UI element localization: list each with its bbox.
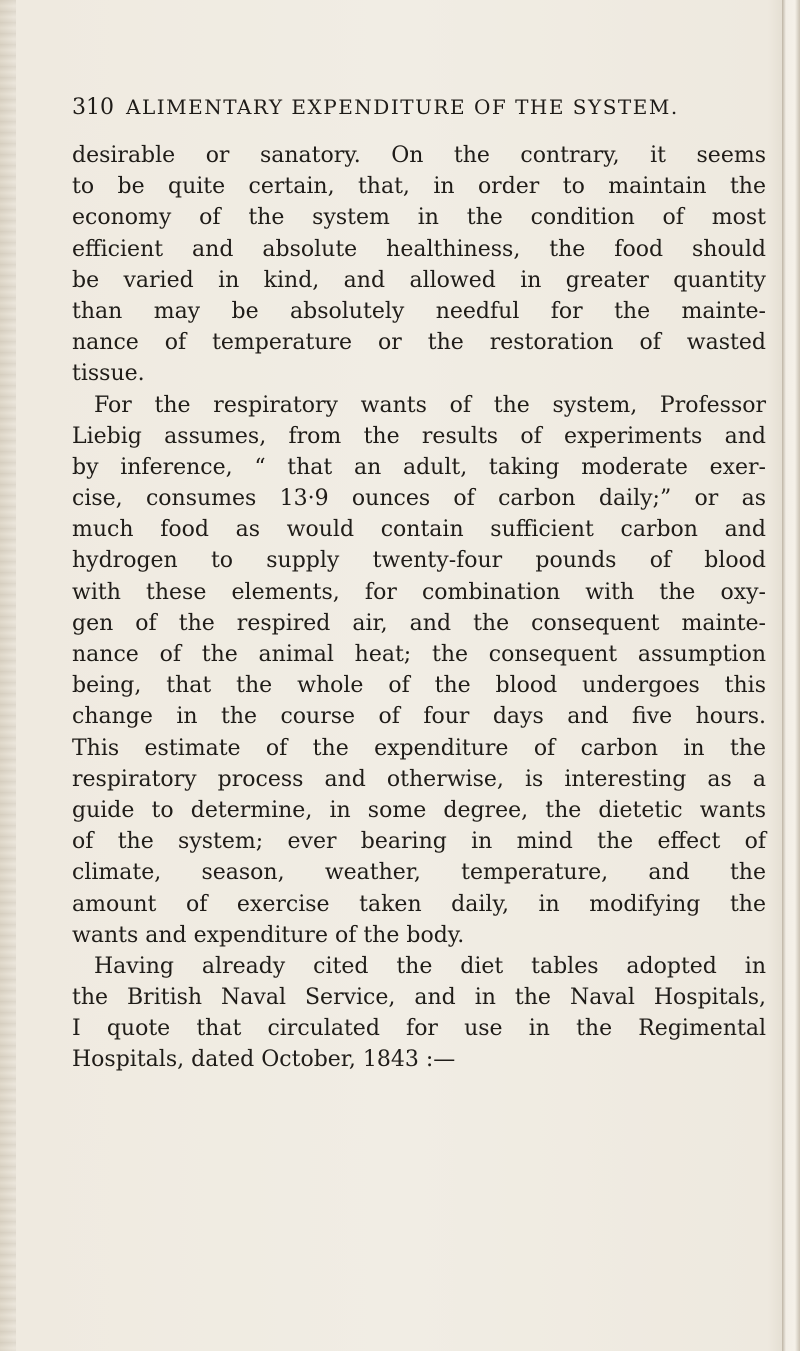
text-line: For the respiratory wants of the system, Professor (94, 392, 766, 418)
text-line: desirable or sanatory. On the contrary, it seems (72, 143, 766, 168)
text-line: economy of the system in the condition of most (72, 205, 766, 231)
running-title: ALIMENTARY EXPENDITURE OF THE SYSTEM. (126, 95, 679, 119)
running-header (72, 93, 762, 122)
text-line: wants and expenditure of the body. (72, 922, 465, 948)
text-line: much food as would contain sufficient carbon and (72, 517, 766, 543)
text-line: being, that the whole of the blood undergoes this (72, 673, 766, 699)
text-line: to be quite certain, that, in order to maintain the (72, 174, 766, 200)
text-line: tissue. (72, 361, 145, 387)
body-text (72, 140, 766, 1076)
text-line: cise, consumes 13·9 ounces of carbon daily;” or as (72, 486, 766, 512)
text-line: hydrogen to supply twenty-four pounds of blood (72, 548, 766, 574)
text-line: Hospitals, dated October, 1843 :— (72, 1047, 456, 1073)
text-line: nance of the animal heat; the consequent assumption (72, 642, 766, 667)
text-line: Having already cited the diet tables adopted in (94, 953, 766, 979)
text-line: I quote that circulated for use in the Regimental (72, 1016, 766, 1042)
text-line: amount of exercise taken daily, in modifying the (72, 891, 766, 917)
text-line: climate, season, weather, temperature, and the (72, 860, 766, 886)
page-binding-edge (0, 0, 16, 1351)
page-number: 310 (72, 95, 114, 120)
text-line: be varied in kind, and allowed in greater quantity (72, 267, 766, 293)
text-line: by inference, “ that an adult, taking moderate exer- (72, 454, 766, 480)
text-line: guide to determine, in some degree, the dietetic wants (72, 797, 766, 823)
text-line: This estimate of the expenditure of carbon in the (72, 735, 766, 761)
text-line: than may be absolutely needful for the mainte- (72, 298, 766, 324)
page-right-edge (782, 0, 800, 1351)
text-line: with these elements, for combination with the oxy- (72, 579, 766, 605)
text-line: change in the course of four days and five hours. (72, 704, 766, 730)
text-line: nance of temperature or the restoration of wasted (72, 330, 766, 356)
text-line: efficient and absolute healthiness, the food should (72, 236, 766, 262)
text-line: the British Naval Service, and in the Naval Hospitals, (72, 985, 766, 1011)
text-line: respiratory process and otherwise, is interesting as a (72, 766, 766, 792)
text-line: of the system; ever bearing in mind the effect of (72, 829, 766, 855)
text-line: gen of the respired air, and the consequent mainte- (72, 610, 766, 636)
text-line: Liebig assumes, from the results of experiments and (72, 423, 766, 449)
